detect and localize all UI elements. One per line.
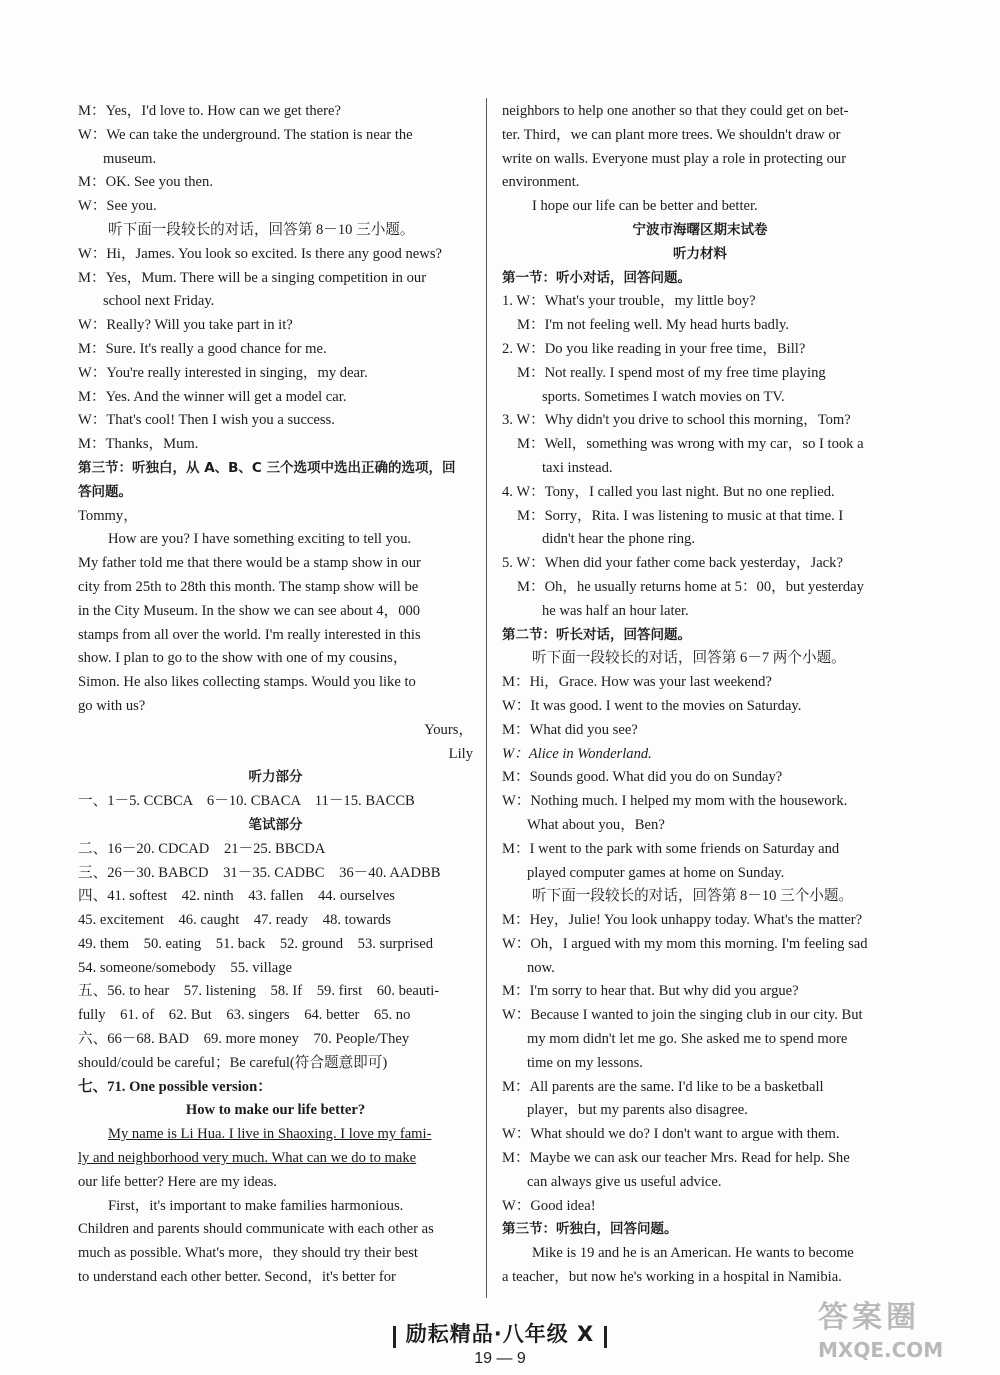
left-column-line: 49. them 50. eating 51. back 52. ground 53. surprised bbox=[78, 935, 434, 952]
right-column-line: 听下面一段较长的对话，回答第 8－10 三个小题。 bbox=[532, 888, 854, 905]
left-column-line: M：Thanks，Mum. bbox=[78, 436, 199, 453]
left-column-line: W：See you. bbox=[78, 198, 157, 215]
left-column-line: 三、26－30. BABCD 31－35. CADBC 36－40. AADBB bbox=[78, 864, 441, 881]
left-column-line: much as possible. What's more，they should try their best bbox=[78, 1245, 418, 1262]
left-column-line: in the City Museum. In the show we can see about 4，000 bbox=[78, 602, 421, 619]
left-column-line: stamps from all over the world. I'm really interested in this bbox=[78, 626, 421, 643]
left-column-line: fully 61. of 62. But 63. singers 64. better 65. no bbox=[78, 1007, 411, 1024]
right-column-line: W：Because I wanted to join the singing club in our city. But bbox=[502, 1007, 863, 1024]
right-column-line: environment. bbox=[502, 174, 580, 191]
right-column-line: 4. W：Tony，I called you last night. But no one replied. bbox=[502, 483, 835, 500]
right-column-line: M：Sounds good. What did you do on Sunday? bbox=[502, 769, 783, 786]
right-column-line: 5. W：When did your father come back yesterday，Jack? bbox=[502, 555, 843, 572]
right-column-line: neighbors to help one another so that they could get on bet- bbox=[502, 103, 849, 119]
right-column-line: he was half an hour later. bbox=[542, 602, 689, 619]
left-column-line: 听力部分 bbox=[248, 769, 303, 786]
left-column-line: My name is Li Hua. I live in Shaoxing. I love my fami- bbox=[108, 1126, 432, 1143]
left-column-line: Tommy， bbox=[78, 507, 138, 524]
left-column-line: 45. excitement 46. caught 47. ready 48. towards bbox=[78, 912, 391, 929]
right-column-line: M：I'm sorry to hear that. But why did you argue? bbox=[502, 983, 799, 1000]
right-column-line: taxi instead. bbox=[542, 459, 613, 476]
right-column-line: 3. W：Why didn't you drive to school this morning，Tom? bbox=[502, 412, 851, 429]
left-column-line: M：OK. See you then. bbox=[78, 174, 213, 191]
left-column-line: museum. bbox=[103, 150, 157, 167]
left-column bbox=[78, 100, 473, 1290]
left-column-line: 笔试部分 bbox=[248, 816, 303, 833]
left-column-line: How are you? I have something exciting to tell you. bbox=[108, 531, 412, 548]
left-column-line: My father told me that there would be a stamp show in our bbox=[78, 555, 421, 572]
page-number: 19 — 9 bbox=[474, 1350, 526, 1367]
left-column-line: 六、66－68. BAD 69. more money 70. People/They bbox=[78, 1031, 410, 1048]
right-column-line: 宁波市海曙区期末试卷 bbox=[632, 221, 768, 238]
left-column-line: Lily bbox=[448, 745, 473, 762]
right-column-line: didn't hear the phone ring. bbox=[542, 531, 695, 548]
right-column-line: W：Good idea! bbox=[502, 1197, 596, 1214]
left-column-line: 第三节：听独白，从 A、B、C 三个选项中选出正确的选项，回 bbox=[78, 459, 456, 476]
left-column-line: M：Yes，I'd love to. How can we get there? bbox=[78, 103, 341, 119]
column-divider bbox=[486, 98, 487, 1298]
right-column-line: W：It was good. I went to the movies on Saturday. bbox=[502, 697, 802, 714]
right-column-line: M：I went to the park with some friends on Saturday and bbox=[502, 840, 840, 857]
right-column-line: 听力材料 bbox=[673, 245, 727, 262]
left-column-line: 五、56. to hear 57. listening 58. If 59. first 60. beauti- bbox=[78, 983, 440, 1000]
left-column-line: Children and parents should communicate with each other as bbox=[78, 1221, 434, 1238]
right-column-line: my mom didn't let me go. She asked me to spend more bbox=[527, 1031, 848, 1048]
left-column-line: W：You're really interested in singing，my dear. bbox=[78, 364, 368, 381]
right-column-line: 听下面一段较长的对话，回答第 6－7 两个小题。 bbox=[532, 650, 846, 667]
right-column-line: sports. Sometimes I watch movies on TV. bbox=[542, 388, 785, 405]
left-column-line: to understand each other better. Second，it's better for bbox=[78, 1269, 396, 1286]
left-column-line: city from 25th to 28th this month. The stamp show will be bbox=[78, 578, 419, 595]
left-column-line: 答问题。 bbox=[78, 483, 132, 500]
right-column-line: M：Hey，Julie! You look unhappy today. What's the matter? bbox=[502, 912, 863, 929]
left-column-line: go with us? bbox=[78, 697, 146, 714]
right-column-line: 第三节：听独白，回答问题。 bbox=[502, 1221, 678, 1238]
left-column-line: 四、41. softest 42. ninth 43. fallen 44. ourselves bbox=[78, 888, 395, 905]
right-column-line: can always give us useful advice. bbox=[527, 1173, 722, 1190]
right-column-line: M：Hi，Grace. How was your last weekend? bbox=[502, 674, 772, 691]
right-column-line: M：Oh，he usually returns home at 5：00，but yesterday bbox=[517, 578, 864, 595]
right-column-line: M：Maybe we can ask our teacher Mrs. Read for help. She bbox=[502, 1150, 850, 1167]
right-column-line: M：Not really. I spend most of my free time playing bbox=[517, 364, 826, 381]
right-column bbox=[502, 100, 898, 1290]
left-column-line: W：Hi，James. You look so excited. Is there any good news? bbox=[78, 245, 442, 262]
left-column-line: 听下面一段较长的对话，回答第 8－10 三小题。 bbox=[108, 221, 415, 238]
left-column-line: M：Yes，Mum. There will be a singing competition in our bbox=[78, 269, 427, 286]
brand-title: 励耘精品·八年级 X bbox=[405, 1322, 595, 1346]
left-column-line: Yours， bbox=[424, 721, 473, 738]
right-column-line: W：Alice in Wonderland. bbox=[502, 745, 652, 762]
right-column-line: M：All parents are the same. I'd like to be a basketball bbox=[502, 1078, 824, 1095]
left-column-line: W：We can take the underground. The station is near the bbox=[78, 126, 413, 143]
left-column-line: 一、1－5. CCBCA 6－10. CBACA 11－15. BACCB bbox=[78, 793, 415, 810]
left-column-line: M：Yes. And the winner will get a model car. bbox=[78, 388, 347, 405]
right-column-line: W：Nothing much. I helped my mom with the housework. bbox=[502, 793, 848, 810]
right-column-line: Mike is 19 and he is an American. He wants to become bbox=[532, 1245, 854, 1262]
left-column-line: W：Really? Will you take part in it? bbox=[78, 317, 293, 334]
brand-bar-right bbox=[604, 1326, 607, 1348]
left-column-line: 54. someone/somebody 55. village bbox=[78, 959, 293, 976]
right-column-line: W：Oh，I argued with my mom this morning. I'm feeling sad bbox=[502, 935, 868, 952]
left-column-line: How to make our life better? bbox=[185, 1102, 366, 1119]
right-column-line: now. bbox=[527, 959, 555, 976]
watermark bbox=[818, 1292, 988, 1370]
watermark-url: MXQE.COM bbox=[818, 1338, 944, 1362]
left-column-line: show. I plan to go to the show with one of my cousins， bbox=[78, 650, 408, 667]
right-column-line: write on walls. Everyone must play a role in protecting our bbox=[502, 150, 847, 167]
right-column-line: a teacher，but now he's working in a hospital in Namibia. bbox=[502, 1269, 842, 1286]
right-column-line: M：Sorry，Rita. I was listening to music at that time. I bbox=[517, 507, 844, 524]
right-column-line: M：I'm not feeling well. My head hurts badly. bbox=[517, 317, 790, 334]
left-column-line: First，it's important to make families harmonious. bbox=[108, 1197, 404, 1214]
right-column-line: time on my lessons. bbox=[527, 1054, 643, 1071]
right-column-line: W：What should we do? I don't want to argue with them. bbox=[502, 1126, 840, 1143]
left-column-line: Simon. He also likes collecting stamps. Would you like to bbox=[78, 674, 416, 691]
right-column-line: M：What did you see? bbox=[502, 721, 638, 738]
brand-bar-left bbox=[393, 1326, 396, 1348]
right-column-line: player，but my parents also disagree. bbox=[527, 1102, 748, 1119]
left-column-line: W：That's cool! Then I wish you a success. bbox=[78, 412, 335, 429]
right-column-line: I hope our life can be better and better. bbox=[532, 198, 758, 215]
right-column-line: ter. Third，we can plant more trees. We shouldn't draw or bbox=[502, 126, 841, 143]
right-column-line: 2. W：Do you like reading in your free time，Bill? bbox=[502, 340, 806, 357]
right-column-line: played computer games at home on Sunday. bbox=[527, 864, 785, 881]
right-column-line: M：Well，something was wrong with my car，so I took a bbox=[517, 436, 864, 453]
right-column-line: What about you，Ben? bbox=[527, 816, 665, 833]
left-column-line: should/could be careful；Be careful(符合题意即可) bbox=[78, 1054, 388, 1071]
left-column-line: our life better? Here are my ideas. bbox=[78, 1173, 277, 1190]
left-column-line: ly and neighborhood very much. What can we do to make bbox=[78, 1150, 417, 1167]
right-column-line: 1. W：What's your trouble，my little boy? bbox=[502, 293, 756, 310]
left-column-line: 七、71. One possible version： bbox=[78, 1078, 272, 1095]
left-column-line: M：Sure. It's really a good chance for me. bbox=[78, 340, 327, 357]
right-column-line: 第二节：听长对话，回答问题。 bbox=[502, 626, 691, 643]
right-column-line: 第一节：听小对话，回答问题。 bbox=[502, 269, 691, 286]
left-column-line: school next Friday. bbox=[103, 293, 215, 310]
watermark-logo-text: 答案圈 bbox=[818, 1300, 920, 1335]
left-column-line: 二、16－20. CDCAD 21－25. BBCDA bbox=[78, 840, 326, 857]
